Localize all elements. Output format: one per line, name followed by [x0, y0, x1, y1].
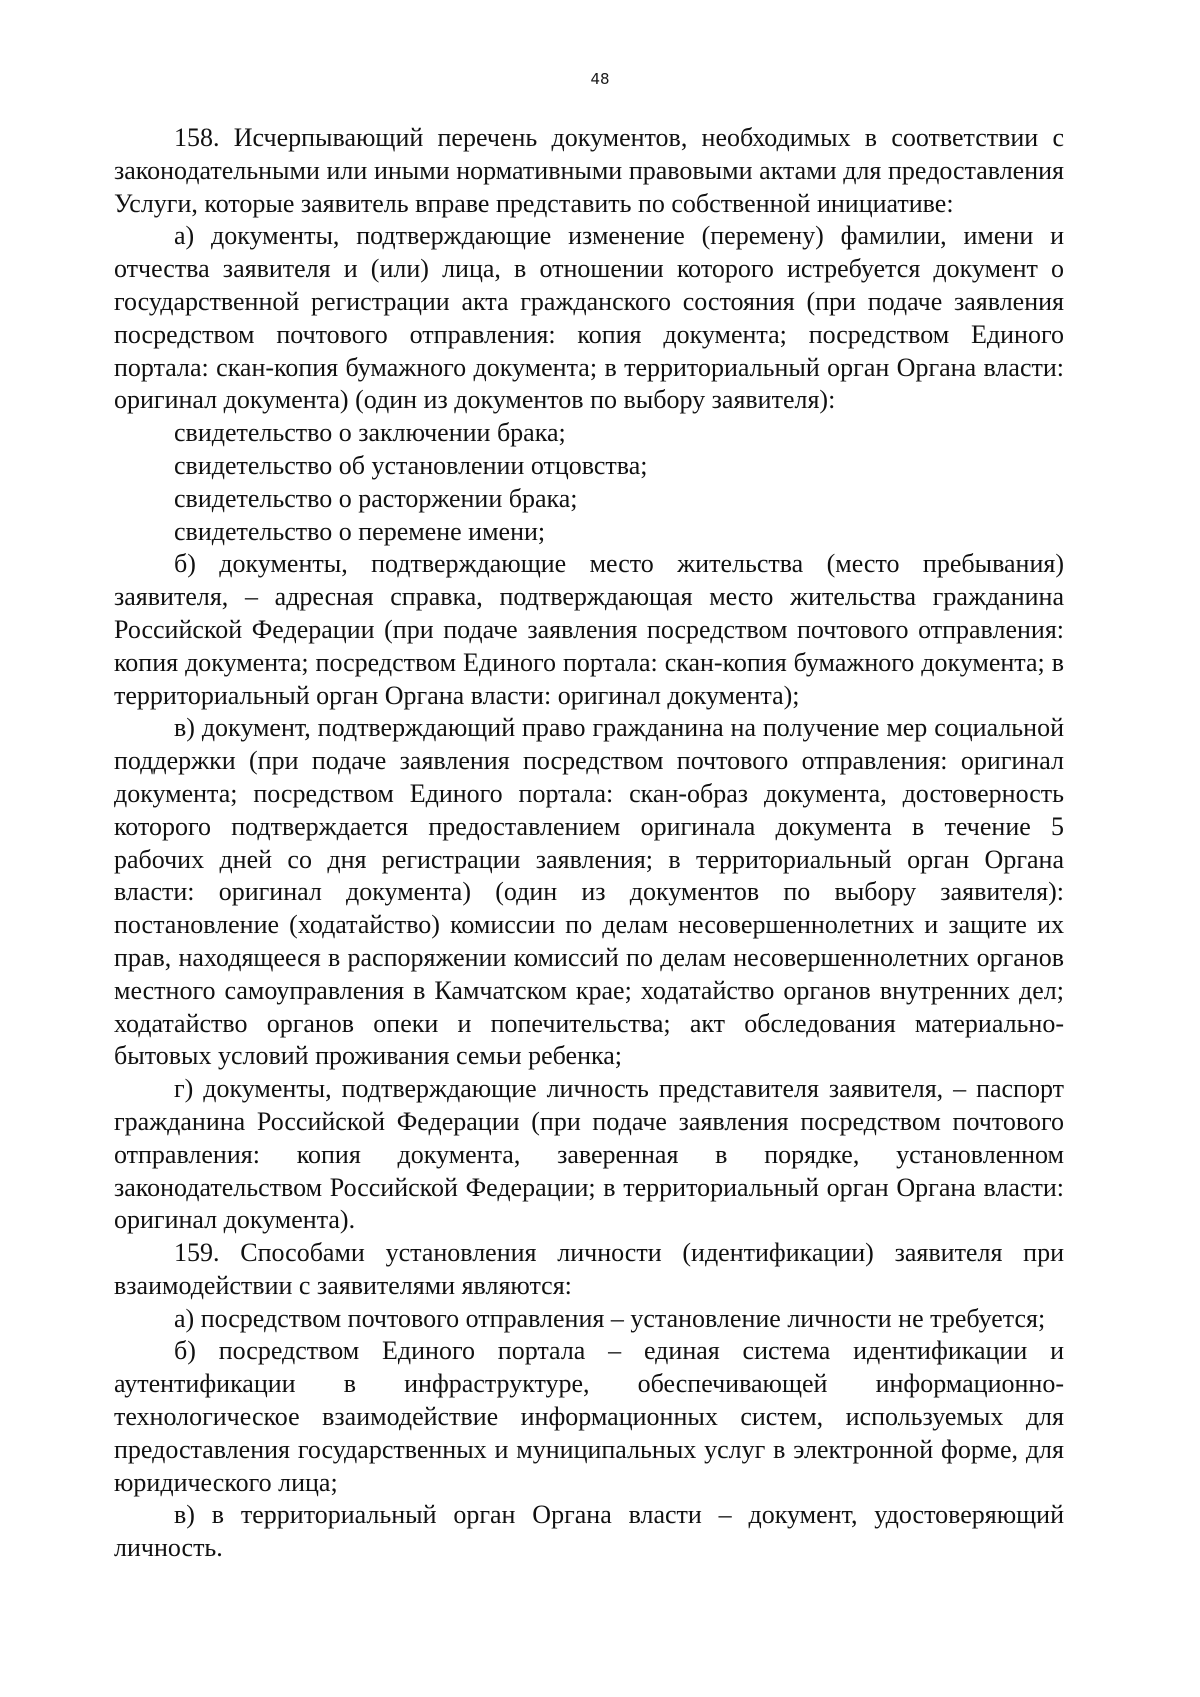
page-number: 48 [590, 70, 610, 88]
paragraph-159-b: б) посредством Единого портала – единая система идентификации и аутентификации в инфраструктуре, обеспечивающей информационно-технологическое взаимодействие информационных систем, используемых для предоставления государственных и муниципальных услуг в электронной форме, для юридического лица; [114, 1336, 1064, 1497]
list-item-name-change-certificate: свидетельство о перемене имени; [174, 516, 546, 546]
paragraph-158-v: в) документ, подтверждающий право гражданина на получение мер социальной поддержки (при подаче заявления посредством почтового отправления: оригинал документа; посредством Единого портала: скан-образ документа, достоверность которого подтверждается предоставлением оригинала документа в течение 5 рабочих дней со дня регистрации заявления; в территориальный орган Органа власти: оригинал документа) (один из документов по выбору заявителя): постановление (ходатайство) комиссии по делам несовершеннолетних и защите их прав, находящееся в распоряжении комиссий по делам несовершеннолетних органов местного самоуправления в Камчатском крае; ходатайство органов внутренних дел; ходатайство органов опеки и попечительства; акт обследования материально-бытовых условий проживания семьи ребенка; [114, 713, 1064, 1071]
list-item-divorce-certificate: свидетельство о расторжении брака; [174, 483, 578, 513]
paragraph-158-intro: 158. Исчерпывающий перечень документов, необходимых в соответствии с законодательными или иными нормативными правовыми актами для предоставления Услуги, которые заявитель вправе представить по собственной инициативе: [114, 123, 1064, 218]
paragraph-159-intro: 159. Способами установления личности (идентификации) заявителя при взаимодействии с заявителями являются: [114, 1238, 1064, 1300]
document-body [114, 122, 1064, 1565]
list-item-paternity-certificate: свидетельство об установлении отцовства; [174, 450, 648, 480]
list-item-marriage-certificate: свидетельство о заключении брака; [174, 418, 566, 448]
paragraph-159-v: в) в территориальный орган Органа власти – документ, удостоверяющий личность. [114, 1500, 1064, 1563]
paragraph-159-a: а) посредством почтового отправления – установление личности не требуется; [174, 1303, 1046, 1333]
paragraph-158-a: а) документы, подтверждающие изменение (перемену) фамилии, имени и отчества заявителя и (или) лица, в отношении которого истребуется документ о государственной регистрации акта гражданского состояния (при подаче заявления посредством почтового отправления: копия документа; посредством Единого портала: скан-копия бумажного документа; в территориальный орган Органа власти: оригинал документа) (один из документов по выбору заявителя): [114, 221, 1064, 415]
paragraph-158-g: г) документы, подтверждающие личность представителя заявителя, – паспорт гражданина Российской Федерации (при подаче заявления посредством почтового отправления: копия документа, заверенная в порядке, установленном законодательством Российской Федерации; в территориальный орган Органа власти: оригинал документа). [114, 1074, 1064, 1235]
paragraph-158-b: б) документы, подтверждающие место жительства (место пребывания) заявителя, – адресная справка, подтверждающая место жительства гражданина Российской Федерации (при подаче заявления посредством почтового отправления: копия документа; посредством Единого портала: скан-копия бумажного документа; в территориальный орган Органа власти: оригинал документа); [114, 549, 1064, 710]
